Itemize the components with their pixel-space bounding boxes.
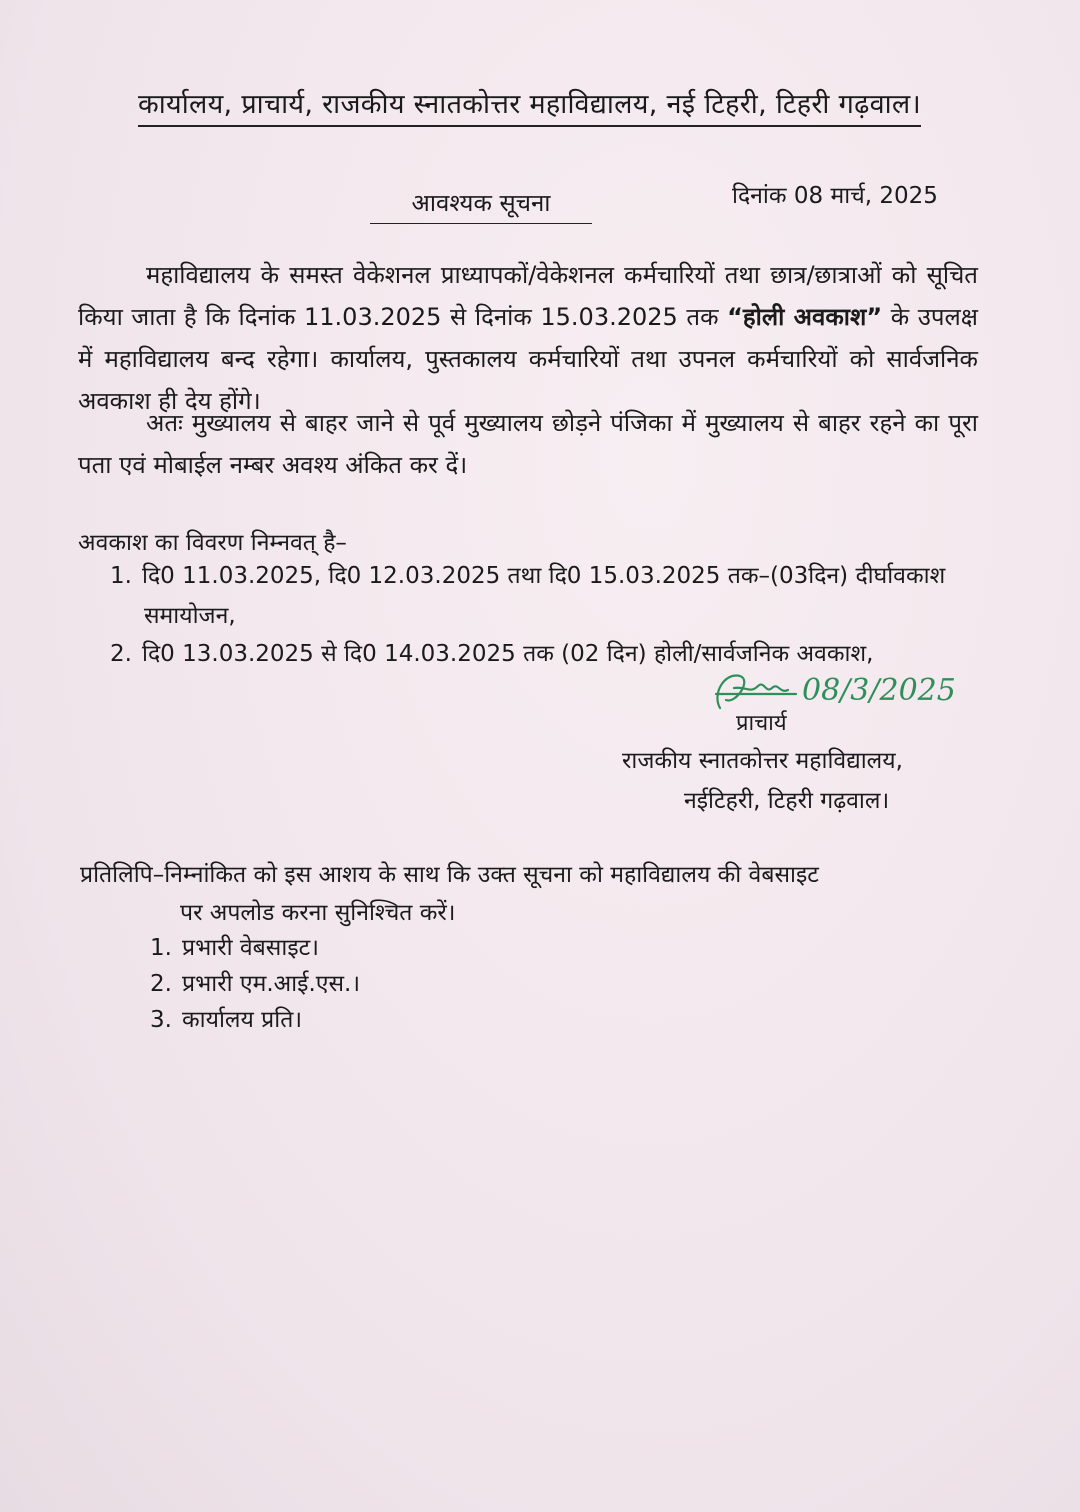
leave-details-title: अवकाश का विवरण निम्नवत् है– bbox=[78, 530, 347, 556]
leave-item-text-cont: समायोजन, bbox=[144, 603, 236, 629]
notice-date: दिनांक 08 मार्च, 2025 bbox=[732, 183, 938, 209]
list-item-text: प्रभारी वेबसाइट। bbox=[182, 935, 319, 961]
list-item-number: 2. bbox=[150, 971, 172, 997]
list-item-number: 3. bbox=[150, 1007, 172, 1033]
copy-to-line-cont: पर अपलोड करना सुनिश्चित करें। bbox=[180, 900, 456, 926]
signatory-title: प्राचार्य bbox=[736, 711, 787, 736]
copy-to-line: प्रतिलिपि–निम्नांकित को इस आशय के साथ कि उक्त सूचना को महाविद्यालय की वेबसाइट bbox=[80, 862, 819, 888]
leave-item-text: दि0 11.03.2025, दि0 12.03.2025 तथा दि0 15.03.2025 तक–(03दिन) दीर्घावकाश bbox=[142, 563, 946, 589]
leave-item-number: 2. bbox=[110, 641, 132, 667]
body-paragraph-2: अतः मुख्यालय से बाहर जाने से पूर्व मुख्यालय छोड़ने पंजिका में मुख्यालय से बाहर रहने का पूरा पता एवं मोबाईल नम्बर अवश्य अंकित कर दें। bbox=[78, 409, 978, 479]
leave-item bbox=[110, 556, 980, 636]
leave-item-number: 1. bbox=[110, 563, 132, 589]
copy-recipients bbox=[150, 930, 360, 1038]
notice-title: आवश्यक सूचना bbox=[370, 186, 592, 224]
list-item bbox=[150, 930, 360, 966]
holiday-name: “होली अवकाश” bbox=[727, 303, 883, 331]
list-item bbox=[150, 1002, 360, 1038]
copy-to-section bbox=[80, 856, 980, 932]
para1-end: के उपलक्ष में महाविद्यालय बन्द रहेगा। कार्यालय, पुस्तकालय कर्मचारियों तथा उपनल कर्मचारियों को सार्वजनिक अवकाश ही देय होंगे। bbox=[78, 303, 978, 415]
signatory-college: राजकीय स्नातकोत्तर महाविद्यालय, bbox=[622, 748, 903, 774]
para1-start: महाविद्यालय के समस्त वेकेशनल प्राध्यापकों/वेकेशनल कर्मचारियों तथा छात्र/छात्राओं को सूचित किया जाता है कि दिनांक 11.03.2025 से दिनांक 15.03.2025 तक bbox=[78, 261, 978, 331]
leave-item-text: दि0 13.03.2025 से दि0 14.03.2025 तक (02 दिन) होली/सार्वजनिक अवकाश, bbox=[142, 641, 874, 667]
signature-date: 08/3/2025 bbox=[802, 673, 956, 708]
list-item-text: प्रभारी एम.आई.एस.। bbox=[182, 971, 361, 997]
signatory-place: नईटिहरी, टिहरी गढ़वाल। bbox=[684, 788, 890, 814]
list-item-text: कार्यालय प्रति। bbox=[182, 1007, 303, 1033]
list-item-number: 1. bbox=[150, 935, 172, 961]
office-heading: कार्यालय, प्राचार्य, राजकीय स्नातकोत्तर महाविद्यालय, नई टिहरी, टिहरी गढ़वाल। bbox=[138, 84, 921, 127]
body-paragraph-1 bbox=[78, 254, 978, 422]
list-item bbox=[150, 966, 360, 1002]
